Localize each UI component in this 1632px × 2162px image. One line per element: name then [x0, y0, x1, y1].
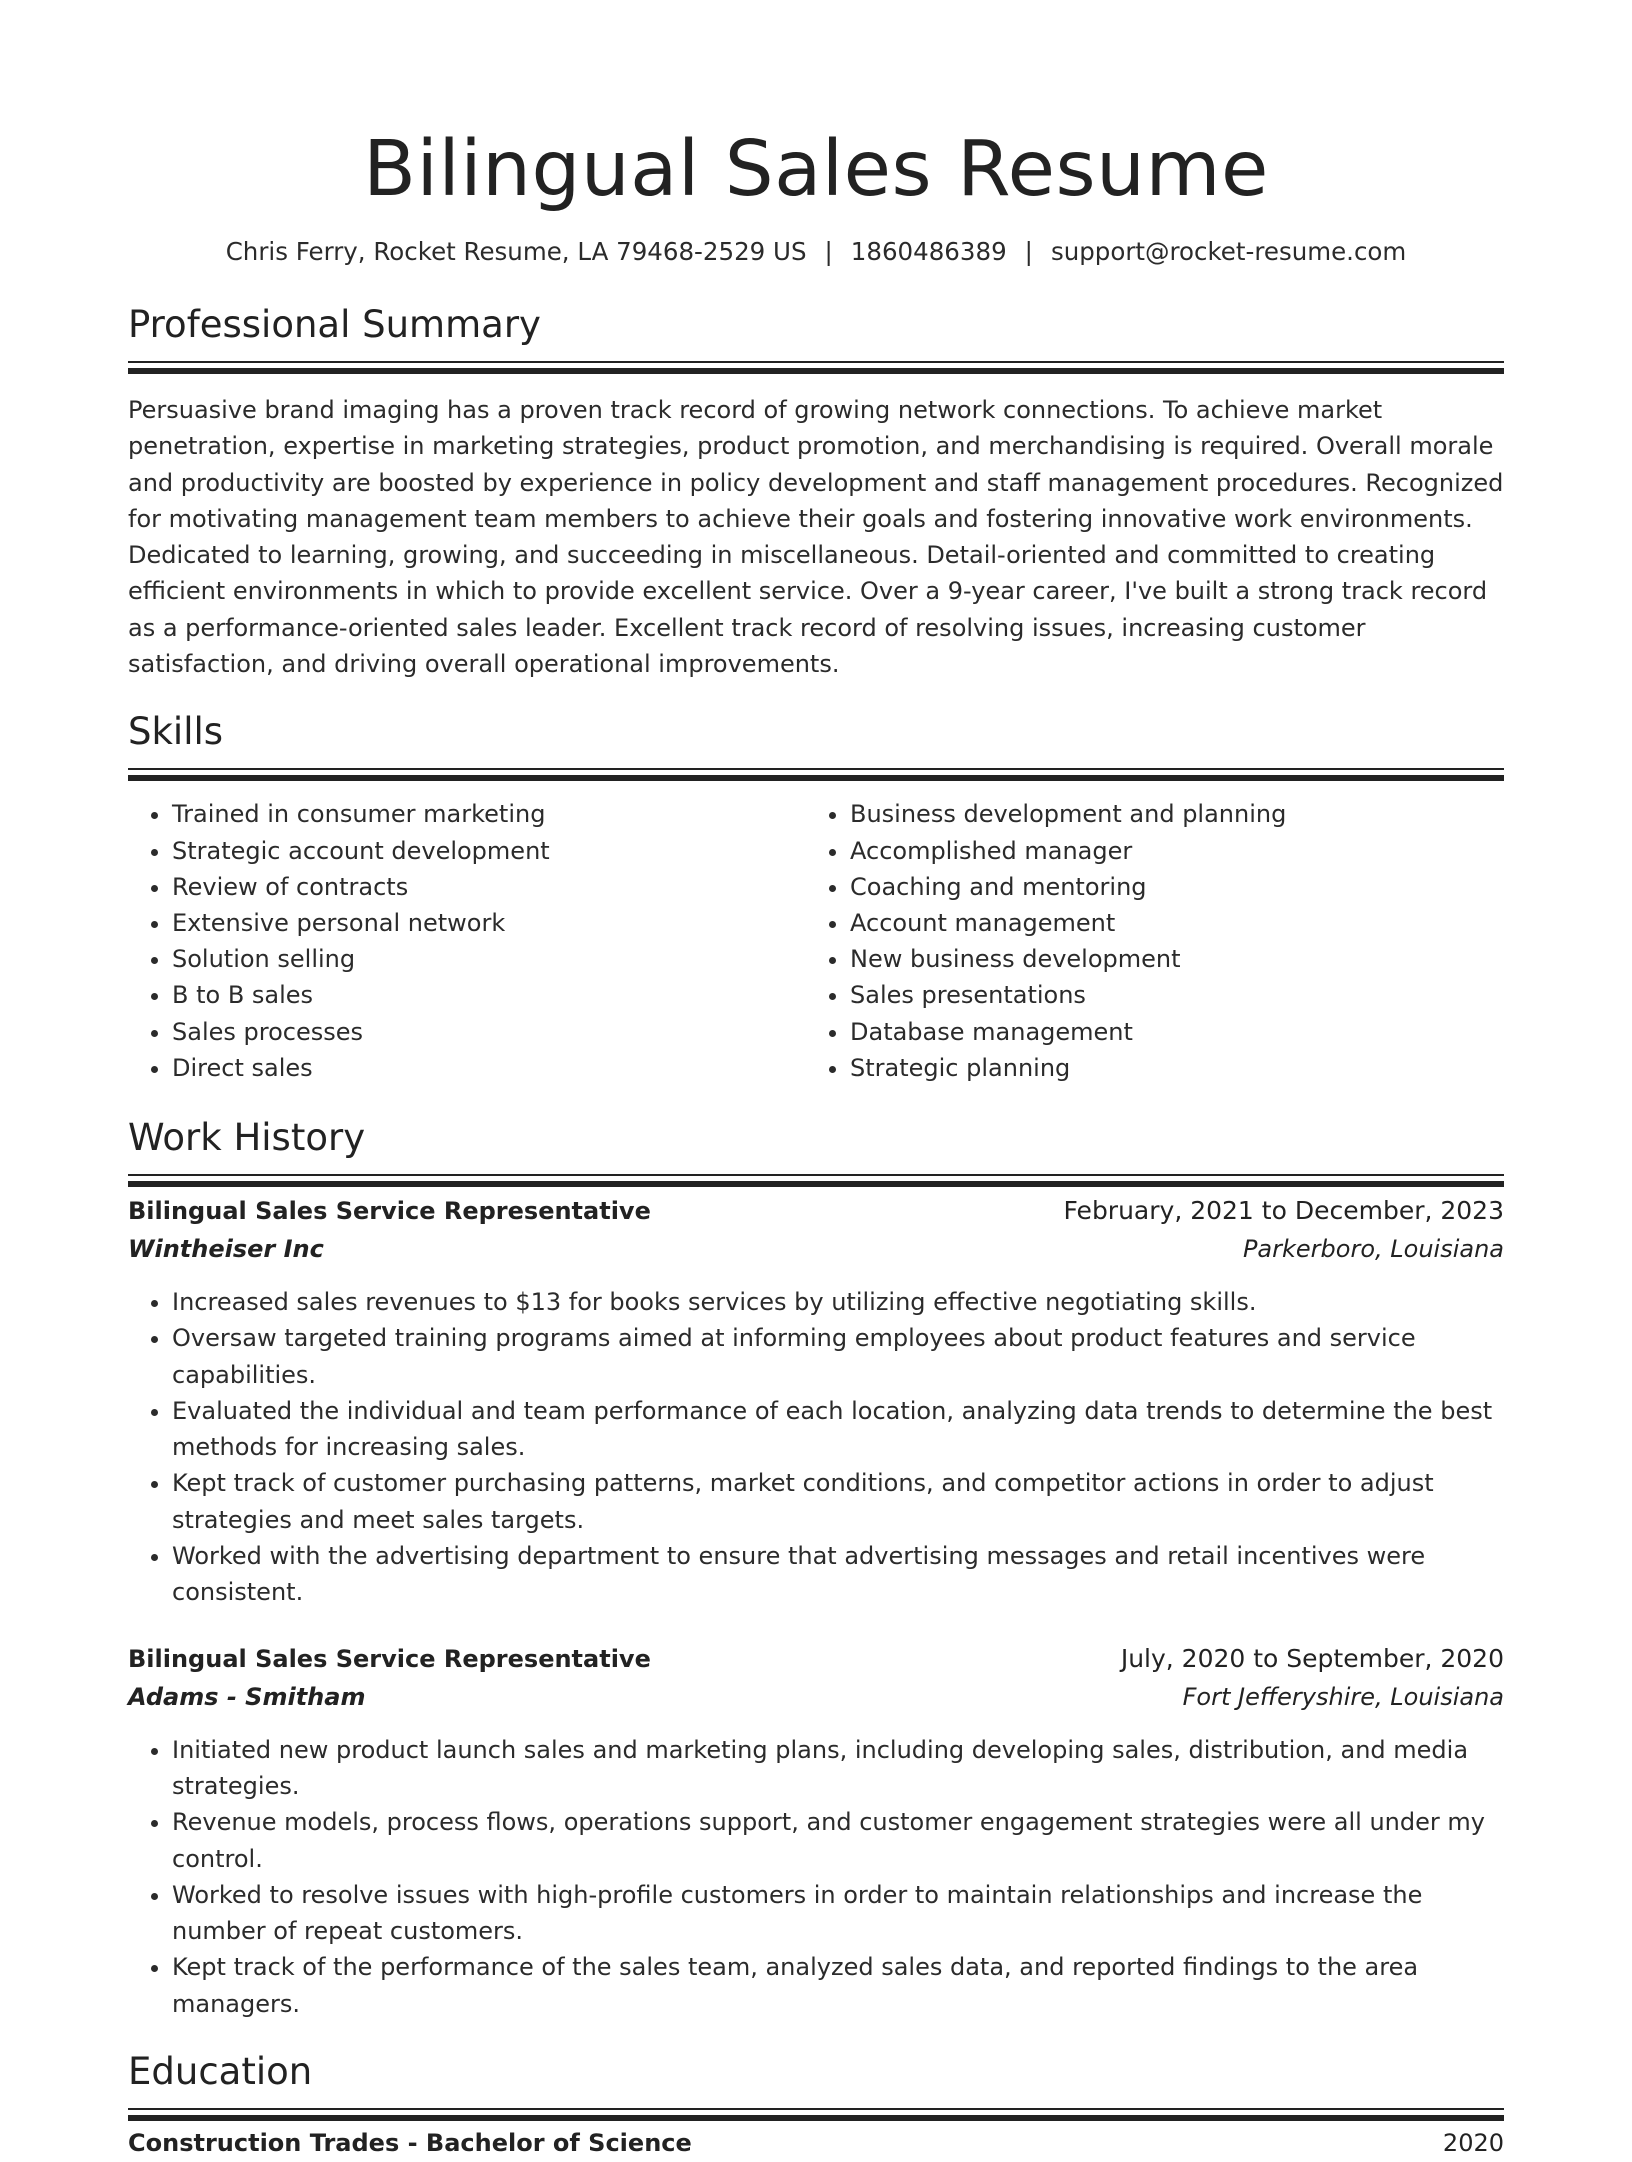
job-header	[128, 1192, 1504, 1230]
skill-item: • Extensive personal network	[172, 905, 806, 941]
job-bullet: • Evaluated the individual and team performance of each location, analyzing data trends to determine the best methods for increasing sales.	[172, 1393, 1504, 1466]
resume-page	[128, 0, 1504, 2162]
resume-title: Bilingual Sales Resume	[363, 125, 1269, 214]
skills-columns	[128, 796, 1504, 1086]
skill-item: • Solution selling	[172, 941, 806, 977]
skill-item: • Business development and planning	[850, 796, 1450, 832]
contact-address: Chris Ferry, Rocket Resume, LA 79468-2529 US	[225, 237, 807, 266]
section-divider	[128, 768, 1504, 770]
skill-item: • Trained in consumer marketing	[172, 796, 806, 832]
job-dates: February, 2021 to December, 2023	[1063, 1196, 1504, 1225]
job-location: Parkerboro, Louisiana	[1242, 1235, 1504, 1263]
job-subheader	[128, 1678, 1504, 1716]
skill-item: • Review of contracts	[172, 869, 806, 905]
contact-email: support@rocket-resume.com	[1050, 237, 1407, 266]
skill-item: • Account management	[850, 905, 1450, 941]
job-subheader	[128, 1230, 1504, 1268]
job-title: Bilingual Sales Service Representative	[128, 1644, 651, 1673]
job-bullets	[128, 1732, 1504, 2022]
section-heading-summary: Professional Summary	[128, 303, 541, 346]
skills-list-right	[806, 796, 1450, 1086]
skills-list-left	[128, 796, 806, 1086]
job-bullet: • Increased sales revenues to $13 for books services by utilizing effective negotiating skills.	[172, 1284, 1504, 1320]
education-degree: Construction Trades - Bachelor of Science	[128, 2129, 692, 2158]
job-bullet: • Revenue models, process flows, operations support, and customer engagement strategies were all under my control.	[172, 1804, 1504, 1877]
job-bullet: • Worked to resolve issues with high-profile customers in order to maintain relationships and increase the number of repeat customers.	[172, 1877, 1504, 1950]
section-divider	[128, 2108, 1504, 2110]
job-title: Bilingual Sales Service Representative	[128, 1197, 651, 1225]
education-year: 2020	[1442, 2129, 1504, 2158]
skill-item: • Sales processes	[172, 1014, 806, 1050]
job-bullet: • Initiated new product launch sales and marketing plans, including developing sales, distribution, and media strategies.	[172, 1732, 1504, 1805]
job-company: Wintheiser Inc	[128, 1235, 324, 1263]
section-divider	[128, 1174, 1504, 1176]
skill-item: • Sales presentations	[850, 977, 1450, 1013]
skill-item: • Coaching and mentoring	[850, 869, 1450, 905]
contact-line	[128, 235, 1504, 269]
job-dates: July, 2020 to September, 2020	[1120, 1643, 1504, 1673]
education-entry	[128, 2124, 1504, 2162]
job-bullet: • Kept track of the performance of the sales team, analyzed sales data, and reported findings to the area managers.	[172, 1949, 1504, 2022]
job-entry	[128, 1640, 1504, 2022]
skill-item: • Database management	[850, 1014, 1450, 1050]
skill-item: • New business development	[850, 941, 1450, 977]
section-heading-skills: Skills	[128, 710, 224, 754]
skill-item: • B to B sales	[172, 977, 806, 1013]
job-bullet: • Worked with the advertising department to ensure that advertising messages and retail incentives were consistent.	[172, 1538, 1504, 1611]
skill-item: • Direct sales	[172, 1050, 806, 1086]
job-location: Fort Jefferyshire, Louisiana	[1182, 1682, 1504, 1711]
job-bullets	[128, 1284, 1504, 1611]
job-entry	[128, 1192, 1504, 1611]
job-bullet: • Oversaw targeted training programs aimed at informing employees about product features and service capabilities.	[172, 1320, 1504, 1393]
section-divider	[128, 361, 1504, 363]
job-header	[128, 1640, 1504, 1678]
contact-separator: |	[824, 237, 833, 266]
summary-section	[128, 301, 1504, 682]
skills-section	[128, 708, 1504, 1086]
section-heading-work-history: Work History	[128, 1116, 366, 1159]
skill-item: • Accomplished manager	[850, 833, 1450, 869]
education-section	[128, 2048, 1504, 2162]
summary-text: Persuasive brand imaging has a proven track record of growing network connections. To achieve market penetration, expertise in marketing strategies, product promotion, and merchandising is required. Overall morale and productivity are boosted by experience in policy development and staff management procedures. Recognized for motivating management team members to achieve their goals and fostering innovative work environments. Dedicated to learning, growing, and succeeding in miscellaneous. Detail-oriented and committed to creating efficient environments in which to provide excellent service. Over a 9-year career, I've built a strong track record as a performance-oriented sales leader. Excellent track record of resolving issues, increasing customer satisfaction, and driving overall operational improvements.	[128, 396, 1504, 679]
contact-separator: |	[1024, 237, 1033, 266]
section-heading-education: Education	[128, 2050, 313, 2094]
skill-item: • Strategic planning	[850, 1050, 1450, 1086]
job-bullet: • Kept track of customer purchasing patterns, market conditions, and competitor actions in order to adjust strategies and meet sales targets.	[172, 1465, 1504, 1538]
skill-item: • Strategic account development	[172, 833, 806, 869]
job-company: Adams - Smitham	[128, 1682, 366, 1711]
contact-phone: 1860486389	[850, 237, 1007, 266]
work-history-section	[128, 1114, 1504, 2022]
